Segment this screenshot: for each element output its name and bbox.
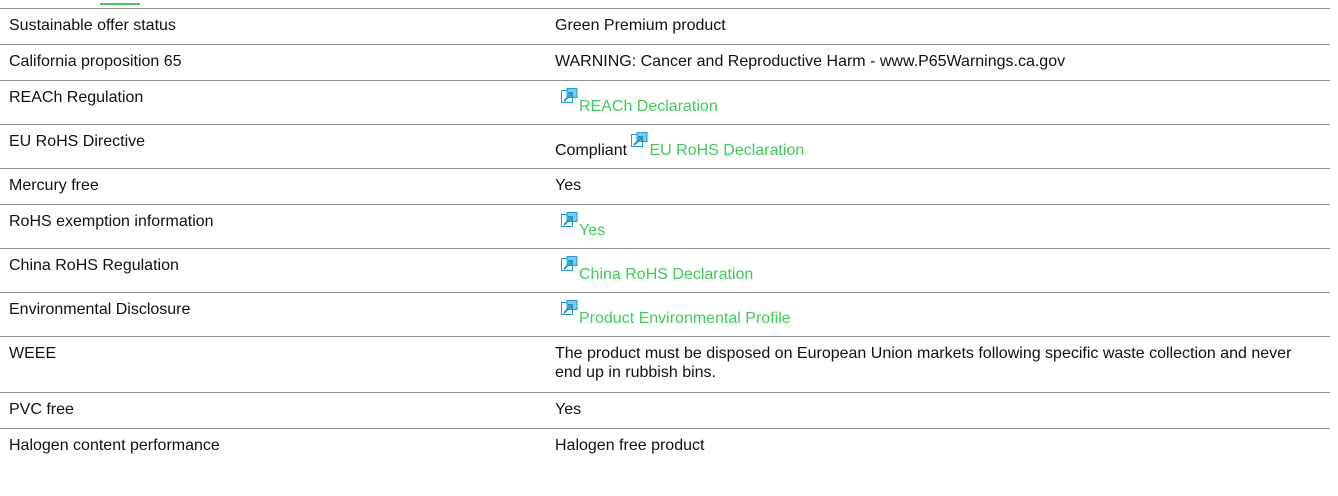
row-value — [545, 205, 1330, 249]
cropped-heading-underline — [100, 0, 140, 5]
rohs-exemption-link-wrap[interactable] — [561, 212, 606, 239]
row-value: WARNING: Cancer and Reproductive Harm - www.P65Warnings.ca.gov — [555, 53, 1066, 70]
table-row — [0, 337, 1330, 393]
table-row — [0, 249, 1330, 293]
row-label: Sustainable offer status — [9, 17, 176, 34]
table-row — [0, 205, 1330, 249]
table-row — [0, 125, 1330, 169]
china-rohs-declaration-link-wrap[interactable] — [561, 256, 754, 283]
row-value: The product must be disposed on European Union markets following specific waste collection and never end up in rubbish bins. — [555, 345, 1292, 381]
row-label: California proposition 65 — [9, 53, 182, 70]
reach-declaration-link-wrap[interactable] — [561, 88, 718, 115]
row-value — [545, 125, 1330, 169]
compliance-status: Compliant — [555, 142, 628, 159]
table-row — [0, 293, 1330, 337]
row-value: Green Premium product — [555, 17, 726, 34]
row-label: REACh Regulation — [9, 89, 144, 106]
external-link-icon[interactable] — [561, 256, 578, 272]
row-label: EU RoHS Directive — [9, 133, 146, 150]
table-row — [0, 429, 1330, 465]
row-value: Yes — [555, 177, 582, 194]
row-label: Halogen content performance — [9, 437, 220, 454]
table-row — [0, 45, 1330, 81]
row-label: Environmental Disclosure — [9, 301, 191, 318]
rohs-exemption-link[interactable]: Yes — [579, 222, 606, 239]
environment-properties-table — [0, 8, 1330, 464]
china-rohs-declaration-link[interactable]: China RoHS Declaration — [579, 266, 754, 283]
row-label: China RoHS Regulation — [9, 257, 179, 274]
external-link-icon[interactable] — [631, 132, 648, 148]
row-value: Halogen free product — [555, 437, 705, 454]
row-value — [545, 293, 1330, 337]
environmental-profile-link-wrap[interactable] — [561, 300, 791, 327]
table-row — [0, 9, 1330, 45]
row-value — [545, 249, 1330, 293]
table-row — [0, 81, 1330, 125]
table-row — [0, 169, 1330, 205]
row-label: RoHS exemption information — [9, 213, 214, 230]
external-link-icon[interactable] — [561, 88, 578, 104]
eu-rohs-declaration-link-wrap[interactable] — [631, 132, 805, 159]
row-label: Mercury free — [9, 177, 99, 194]
row-label: WEEE — [9, 345, 57, 362]
row-value: Yes — [555, 401, 582, 418]
row-label: PVC free — [9, 401, 74, 418]
section-heading-fragment — [0, 0, 1338, 8]
external-link-icon[interactable] — [561, 212, 578, 228]
eu-rohs-declaration-link[interactable]: EU RoHS Declaration — [649, 142, 805, 159]
environmental-profile-link[interactable]: Product Environmental Profile — [579, 310, 791, 327]
external-link-icon[interactable] — [561, 300, 578, 316]
table-row — [0, 393, 1330, 429]
row-value — [545, 81, 1330, 125]
reach-declaration-link[interactable]: REACh Declaration — [579, 98, 718, 115]
